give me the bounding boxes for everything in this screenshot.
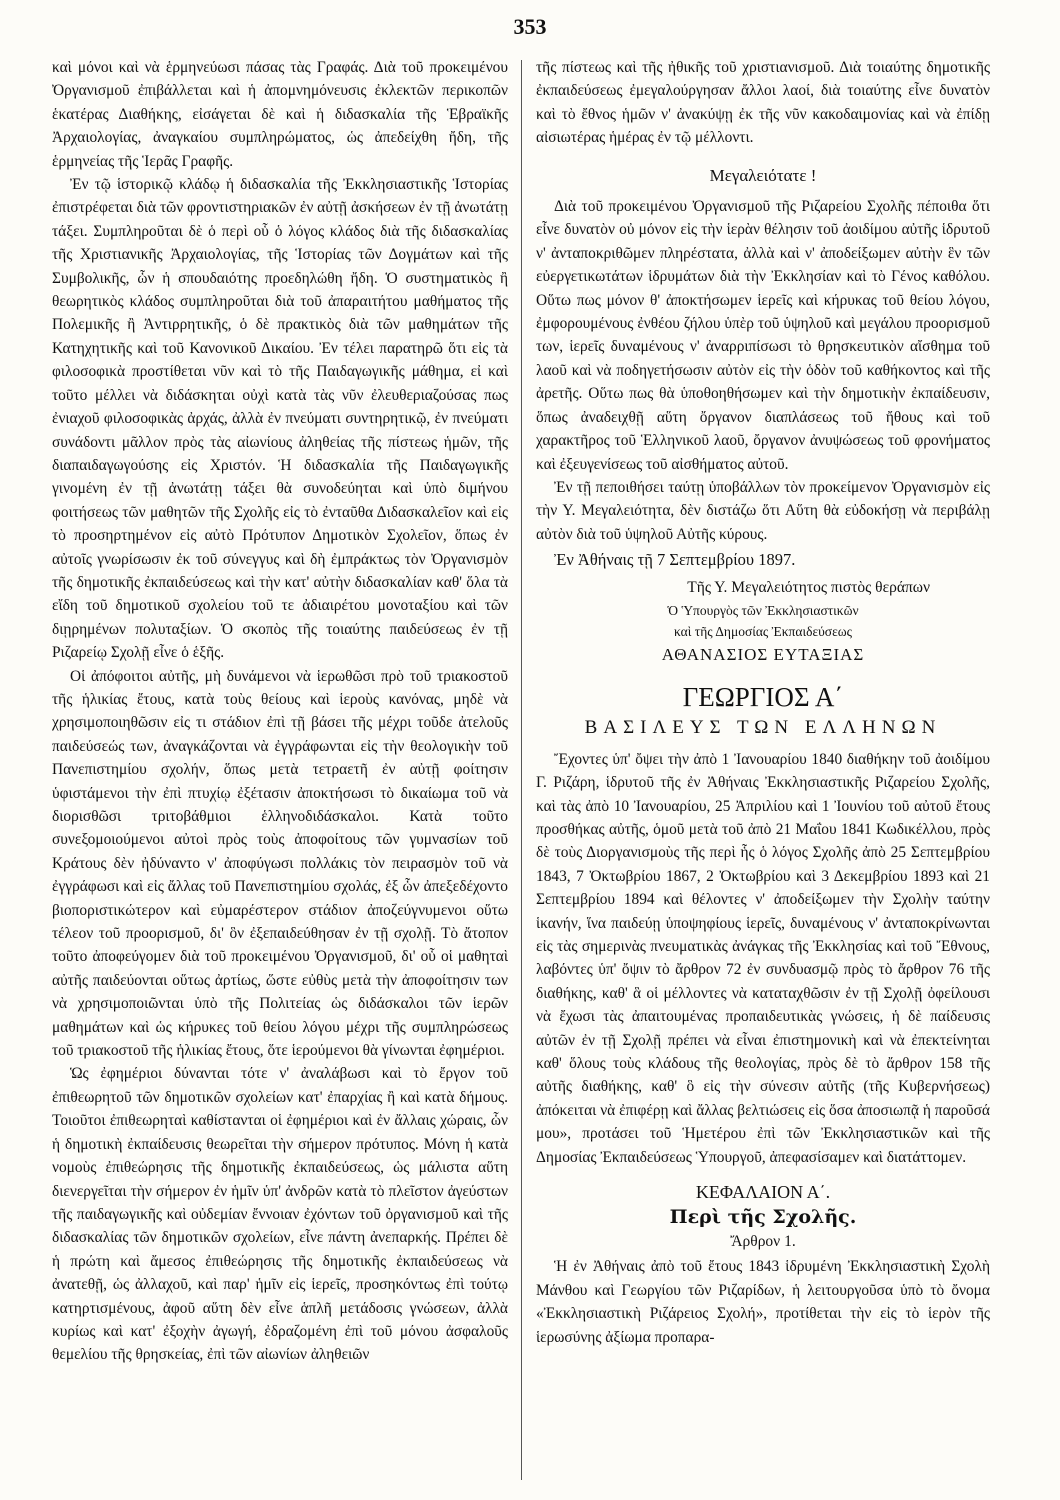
article-heading: Ἄρθρον 1. [730, 1232, 796, 1250]
left-column [52, 56, 508, 1367]
minister-title: Ὁ Ὑπουργὸς τῶν Ἐκκλησιαστικῶν [667, 602, 859, 618]
dateline: Ἐν Ἀθήναις τῇ 7 Σεπτεμβρίου 1897. [554, 550, 796, 570]
page-number: 353 [513, 14, 547, 39]
king-title: ΓΕΩΡΓΙΟΣ Α΄ [682, 682, 844, 713]
decree-paragraph: Ἔχοντες ὑπ' ὄψει τὴν ἀπὸ 1 Ἰανουαρίου 1840 διαθήκην τοῦ ἀοιδίμου Γ. Ριζάρη, ἱδρυτοῦ τῆς ἐν Ἀθήναις Ἐκκλησιαστικῆς Ριζαρείου Σχολῆς, καὶ τὰς ἀπὸ 10 Ἰανουαρίου, 25 Ἀπριλίου καὶ 1 Ἰουνίου τοῦ αὐτοῦ ἔτους προσθήκας αὐτῆς, ὁμοῦ μετὰ τοῦ ἀπὸ 21 Μαΐου 1841 Κωδικέλλου, πρὸς δὲ τοὺς Διοργανισμοὺς τῆς περὶ ἧς ὁ λόγος Σχολῆς ἀπὸ 25 Σεπτεμβρίου 1843, 7 Ὀκτωβρίου 1867, 2 Ὀκτωβρίου καὶ 3 Δεκεμβρίου 1893 καὶ 21 Σεπτεμβρίου 1894 καὶ θέλοντες ν' ἀποδείξωμεν τὴν Σχολὴν ταύτην ἱκανήν, ἵνα παιδεύῃ ὑποψηφίους ἱερεῖς, δυναμένους ν' ἀνταποκρίνωνται εἰς τὰς σημερινὰς πνευματικὰς ἀνάγκας τῆς Ἐκκλησίας καὶ τοῦ Ἔθνους, λαβόντες ὑπ' ὄψιν τὸ ἄρθρον 72 ἐν συνδυασμῷ πρὸς τὸ ἄρθρον 76 τῆς διαθήκης, καθ' ἃ οἱ μέλλοντες νὰ καταταχθῶσιν ἐν τῇ Σχολῇ ὀφείλουσι νὰ ἔχωσι τὰς ἀπαιτουμένας προπαιδευτικὰς γνώσεις, ἡ δὲ παίδευσις αὐτῶν ἐν τῇ Σχολῇ πρέπει νὰ εἶναι ἐπιστημονικὴ καὶ νὰ ἐπεκτείνηται καθ' ὅλους τοὺς κλάδους τῆς θεολογίας, πρὸς δὲ τὸ ἄρθρον 158 τῆς αὐτῆς διαθήκης, καθ' ὃ εἰς τὴν σύνεσιν αὐτῆς (τῆς Κυβερνήσεως) ἀπόκειται νὰ ἐπιφέρῃ καὶ ἄλλας βελτιώσεις εἰς ὅσα ἀποσιωπᾷ ἡ παροῦσά μου», προτάσει τοῦ Ἡμετέρου ἐπὶ τῶν Ἐκκλησιαστικῶν καὶ τῆς Δημοσίας Ἐκπαιδεύσεως Ὑπουργοῦ, ἀπεφασίσαμεν καὶ διατάττομεν. [536, 750, 990, 1166]
article-text: Ἡ ἐν Ἀθήναις ἀπὸ τοῦ ἔτους 1843 ἱδρυμένη Ἐκκλησιαστικὴ Σχολὴ Μάνθου καὶ Γεωργίου τῶν Ριζαρίδων, ἡ λειτουργοῦσα ὑπὸ τὸ ὄνομα «Ἐκκλησιαστικὴ Ριζάρειος Σχολή», προτίθεται τὴν εἰς τὸ ἱερὸν τῆς ἱερωσύνης ἀξίωμα προπαρα- [536, 1258, 990, 1346]
right-column [536, 56, 990, 1349]
left-paragraph: Οἱ ἀπόφοιτοι αὐτῆς, μὴ δυνάμενοι νὰ ἱερωθῶσι πρὸ τοῦ τριακοστοῦ τῆς ἡλικίας ἔτους, κατὰ τοὺς θείους καὶ ἱεροὺς κανόνας, μηδὲ νὰ χρησιμοποιηθῶσιν εἰς τι στάδιον ἐπὶ τῇ βάσει τῆς μέχρι τοῦδε ἀτελοῦς παιδεύσεώς των, ἀναγκάζονται νὰ ἐγγράφωνται εἰς τὴν θεολογικὴν τοῦ Πανεπιστημίου σχολήν, ὅπως μετὰ τετραετῆ ἐν αὐτῇ φοίτησιν ὑφιστάμενοι τὴν ἐπὶ πτυχίῳ ἐξέτασιν ἀποκτήσωσι τὸ δικαίωμα τοῦ νὰ διορισθῶσι τριτοβάθμιοι ἑλληνοδιδάσκαλοι. Κατὰ τοῦτο συνεξομοιούμενοι αὐτοὶ πρὸς τοὺς ἀποφοίτους τῶν γυμνασίων τοῦ Κράτους δὲν ἠδύναντο ν' ἀποφύγωσι πολλάκις τὸν πειρασμὸν τοῦ νὰ ἐγγράφωσι καὶ εἰς ἄλλας τοῦ Πανεπιστημίου σχολάς, ἐξ ὧν ἀπεξεδέχοντο βιοποριστικώτερον καὶ εὐμαρέστερον στάδιον ἀποζεύγνυμενοι οὕτω τέλεον τοῦ προορισμοῦ, δι' ὃν ἐξεπαιδεύθησαν ἐν τῇ σχολῇ. Τὸ ἄτοπον τοῦτο ἀποφεύγομεν διὰ τοῦ προκειμένου Ὀργανισμοῦ, δι' οὗ οἱ μαθηταὶ αὐτῆς παιδεύονται οὕτως ἀρτίως, ὥστε εὐθὺς μετὰ τὴν ἀποφοίτησιν των νὰ χρησιμοποιῶνται ὑπὸ τῆς Πολιτείας ὡς διδάσκαλοι τῶν ἱερῶν μαθημάτων καὶ ὡς κήρυκες τοῦ θείου λόγου μέχρι τῆς συμπληρώσεως τοῦ τριακοστοῦ τῆς ἡλικίας ἔτους, ὅτε ἱερούμενοι θὰ γίνωνται ἐφημέριοι. [52, 667, 508, 1060]
signature-line: Τῆς Υ. Μεγαλειότητος πιστὸς θεράπων [687, 578, 930, 596]
chapter-heading: ΚΕΦΑΛΑΙΟΝ Α΄. [695, 1182, 831, 1203]
left-paragraph: Ἐν τῷ ἱστορικῷ κλάδῳ ἡ διδασκαλία τῆς Ἐκκλησιαστικῆς Ἱστορίας ἐπιστρέφεται διὰ τῶν φροντιστηριακῶν ἐν αὐτῇ ἀσκήσεων ἐν τῇ ἀνωτάτῃ τάξει. Συμπληροῦται δὲ ὁ περὶ οὗ ὁ λόγος κλάδος διὰ τῆς διδασκαλίας τῆς Χριστιανικῆς Ἀρχαιολογίας, τῆς Ἱστορίας τῶν Δογμάτων καὶ τῆς Συμβολικῆς, ὧν ἡ σπουδαιότης προεδηλώθη ἤδη. Ὁ συστηματικὸς ἢ θεωρητικὸς κλάδος συμπληροῦται διὰ τοῦ ἀπαραιτήτου μαθήματος τῆς Πολεμικῆς ἢ Ἀντιρρητικῆς, ὁ δὲ πρακτικὸς διὰ τῶν μαθημάτων τῆς Κατηχητικῆς καὶ τοῦ Κανονικοῦ Δικαίου. Ἐν τέλει παρατηρῶ ὅτι εἰς τὰ φιλοσοφικὰ προστίθεται νῦν καὶ τὸ τῆς Παιδαγωγικῆς μάθημα, εἰ καὶ τοῦτο μέλλει νὰ διδάσκηται οὐχὶ κατὰ τὰς νῦν ἐλευθεριαζούσας πως ἐνιαχοῦ φιλοσοφικὰς ἀρχάς, ἀλλὰ ἐν πνεύματι συντηρητικῷ, ἐν πνεύματι συνάδοντι μᾶλλον πρὸς τὰς αἰωνίους ἀληθείας τῆς πίστεως ἡμῶν, τῆς διαπαιδαγωγούσης εἰς Χριστόν. Ἡ διδασκαλία τῆς Παιδαγωγικῆς γινομένη ἐν τῇ ἀνωτάτῃ τάξει θὰ συνοδεύηται καὶ ὑπὸ διμήνου φοιτήσεως τῶν μαθητῶν τῆς Σχολῆς εἰς τὸ ἐνταῦθα Διδασκαλεῖον καὶ εἰς τὸ προσηρτημένον εἰς αὐτὸ Πρότυπον Δημοτικὸν Σχολεῖον, ὅπως ἐν αὐτοῖς γνωρίσωσιν ἐκ τοῦ σύνεγγυς καὶ δὴ ἐμπράκτως τὸν Ὀργανισμὸν τῆς δημοτικῆς ἐκπαιδεύσεως καὶ τὴν κατ' αὐτὴν διδασκαλίαν καθ' ὅλα τὰ εἴδη τοῦ δημοτικοῦ σχολείου τοῦ τε ἀδιαιρέτου μονοταξίου καὶ τῶν διῃρημένων πολυταξίων. Ὁ σκοπὸς τῆς τοιαύτης παιδεύσεως ἐν τῇ Ριζαρείῳ Σχολῇ εἶνε ὁ ἑξῆς. [52, 176, 508, 662]
king-subtitle: ΒΑΣΙΛΕΥΣ ΤΩΝ ΕΛΛΗΝΩΝ [584, 717, 942, 739]
minister-name: ΑΘΑΝΑΣΙΟΣ ΕΥΤΑΞΙΑΣ [661, 644, 865, 664]
section-heading: Περὶ τῆς Σχολῆς. [669, 1206, 857, 1229]
column-divider [521, 60, 522, 1480]
left-paragraph: Ὡς ἐφημέριοι δύνανται τότε ν' ἀναλάβωσι καὶ τὸ ἔργον τοῦ ἐπιθεωρητοῦ τῶν δημοτικῶν σχολείων κατ' ἐπαρχίας ἢ καὶ κατὰ δήμους. Τοιοῦτοι ἐπιθεωρηταὶ καθίστανται οἱ ἐφημέριοι καὶ ἐν ἄλλαις χώραις, ὧν ἡ δημοτικὴ ἐκπαίδευσις θεωρεῖται τὴν σήμερον πρότυπος. Μόνη ἡ κατὰ νομοὺς ἐπιθεώρησις τῆς δημοτικῆς ἐκπαιδεύσεως, ὡς μάλιστα αὕτη διενεργεῖται τὴν σήμερον ἐν ἡμῖν ὑπ' ἀνδρῶν κατὰ τὸ πλεῖστον ἀγεύστων τῆς παιδαγωγικῆς καὶ οὐδεμίαν ἔννοιαν ἐχόντων τοῦ ὀργανισμοῦ καὶ τῆς διδασκαλίας τῶν δημοτικῶν σχολείων, εἶνε πάντη ἀνεπαρκής. Πρέπει δὲ ἡ πρώτη καὶ ἄμεσος ἐπιθεώρησις τῆς δημοτικῆς ἐκπαιδεύσεως νὰ ἀνατεθῇ, ὡς ἀλλαχοῦ, καὶ παρ' ἡμῖν εἰς ἱερεῖς, προσηκόντως ἐπὶ τούτῳ κατηρτισμένους, ἀφοῦ αὕτη δὲν εἶνε ἁπλῆ μετάδοσις γνώσεων, ἀλλὰ κυρίως καὶ κατ' ἐξοχὴν ἀγωγή, ἐδραζομένη ἐπὶ τοῦ μόνου ἀσφαλοῦς θεμελίου τῆς θρησκείας, ἐπὶ τῶν αἰωνίων ἀληθειῶν [52, 1065, 508, 1364]
appeal-paragraph: Διὰ τοῦ προκειμένου Ὀργανισμοῦ τῆς Ριζαρείου Σχολῆς πέποιθα ὅτι εἶνε δυνατὸν οὐ μόνον εἰς τὴν ἱερὰν θέλησιν τοῦ ἀοιδίμου αὐτῆς ἱδρυτοῦ ν' ἀνταποκριθῶμεν πληρέστατα, ἀλλὰ καὶ ν' ἀποδείξωμεν αὐτὴν ἓν τῶν εὐεργετικωτάτων ἱδρυμάτων διὰ τὴν Ἐκκλησίαν καὶ τὸ Γένος καθόλου. Οὕτω πως μόνον θ' ἀποκτήσωμεν ἱερεῖς καὶ κήρυκας τοῦ θείου λόγου, ἐμφορουμένους ἐνθέου ζήλου ὑπὲρ τοῦ ὑψηλοῦ καὶ μεγάλου προορισμοῦ των, ἱερεῖς δυναμένους ν' ἀναρριπίσωσι τὸ θρησκευτικὸν αἴσθημα τοῦ λαοῦ καὶ νὰ ποδηγετήσωσιν αὐτὸν εἰς τὴν ὁδὸν τοῦ καθήκοντος καὶ τῆς ἀρετῆς. Οὕτω πως θὰ ὑποθοηθήσωμεν καὶ τὴν δημοτικὴν ἐκπαίδευσιν, ὅπως ἀναδειχθῇ αὕτη ὄργανον διαπλάσεως τοῦ ἤθους καὶ τοῦ χαρακτῆρος τοῦ Ἑλληνικοῦ λαοῦ, ὄργανον ἀνυψώσεως τοῦ φρονήματος καὶ ἐξευγενίσεως τοῦ αἰσθήματος αὐτοῦ. [536, 198, 990, 473]
salutation: Μεγαλειότατε ! [709, 165, 817, 185]
minister-title: καὶ τῆς Δημοσίας Ἐκπαιδεύσεως [674, 623, 852, 639]
opening-paragraph: τῆς πίστεως καὶ τῆς ἠθικῆς τοῦ χριστιανισμοῦ. Διὰ τοιαύτης δημοτικῆς ἐκπαιδεύσεως ἐμεγαλούργησαν ἄλλοι λαοί, διὰ τοιαύτης εἶνε δυνατὸν καὶ τὸ ἔθνος ἡμῶν ν' ἀνακύψῃ ἐκ τῆς νῦν κακοδαιμονίας καὶ νὰ ἐπίδῃ αἰσιωτέρας ἡμέρας ἐν τῷ μέλλοντι. [536, 59, 990, 147]
left-paragraph: καὶ μόνοι καὶ νὰ ἑρμηνεύωσι πάσας τὰς Γραφάς. Διὰ τοῦ προκειμένου Ὀργανισμοῦ ἐπιβάλλεται καὶ ἡ ἀπομνημόνευσις ἐκλεκτῶν περικοπῶν ἑκατέρας Διαθήκης, εἰσάγεται δὲ καὶ ἡ διδασκαλία τῆς Ἑβραϊκῆς Ἀρχαιολογίας, ἀναγκαίου συμπληρώματος, ὡς ἀπεδείχθη ἤδη, τῆς ἑρμηνείας τῆς Ἱερᾶς Γραφῆς. [52, 59, 508, 170]
submission-paragraph: Ἐν τῇ πεποιθήσει ταύτῃ ὑποβάλλων τὸν προκείμενον Ὀργανισμὸν εἰς τὴν Υ. Μεγαλειότητα, δὲν διστάζω ὅτι Αὕτη θὰ εὐδοκήσῃ νὰ περιβάλῃ αὐτὸν διὰ τοῦ ὑψηλοῦ Αὐτῆς κύρους. [536, 478, 990, 543]
